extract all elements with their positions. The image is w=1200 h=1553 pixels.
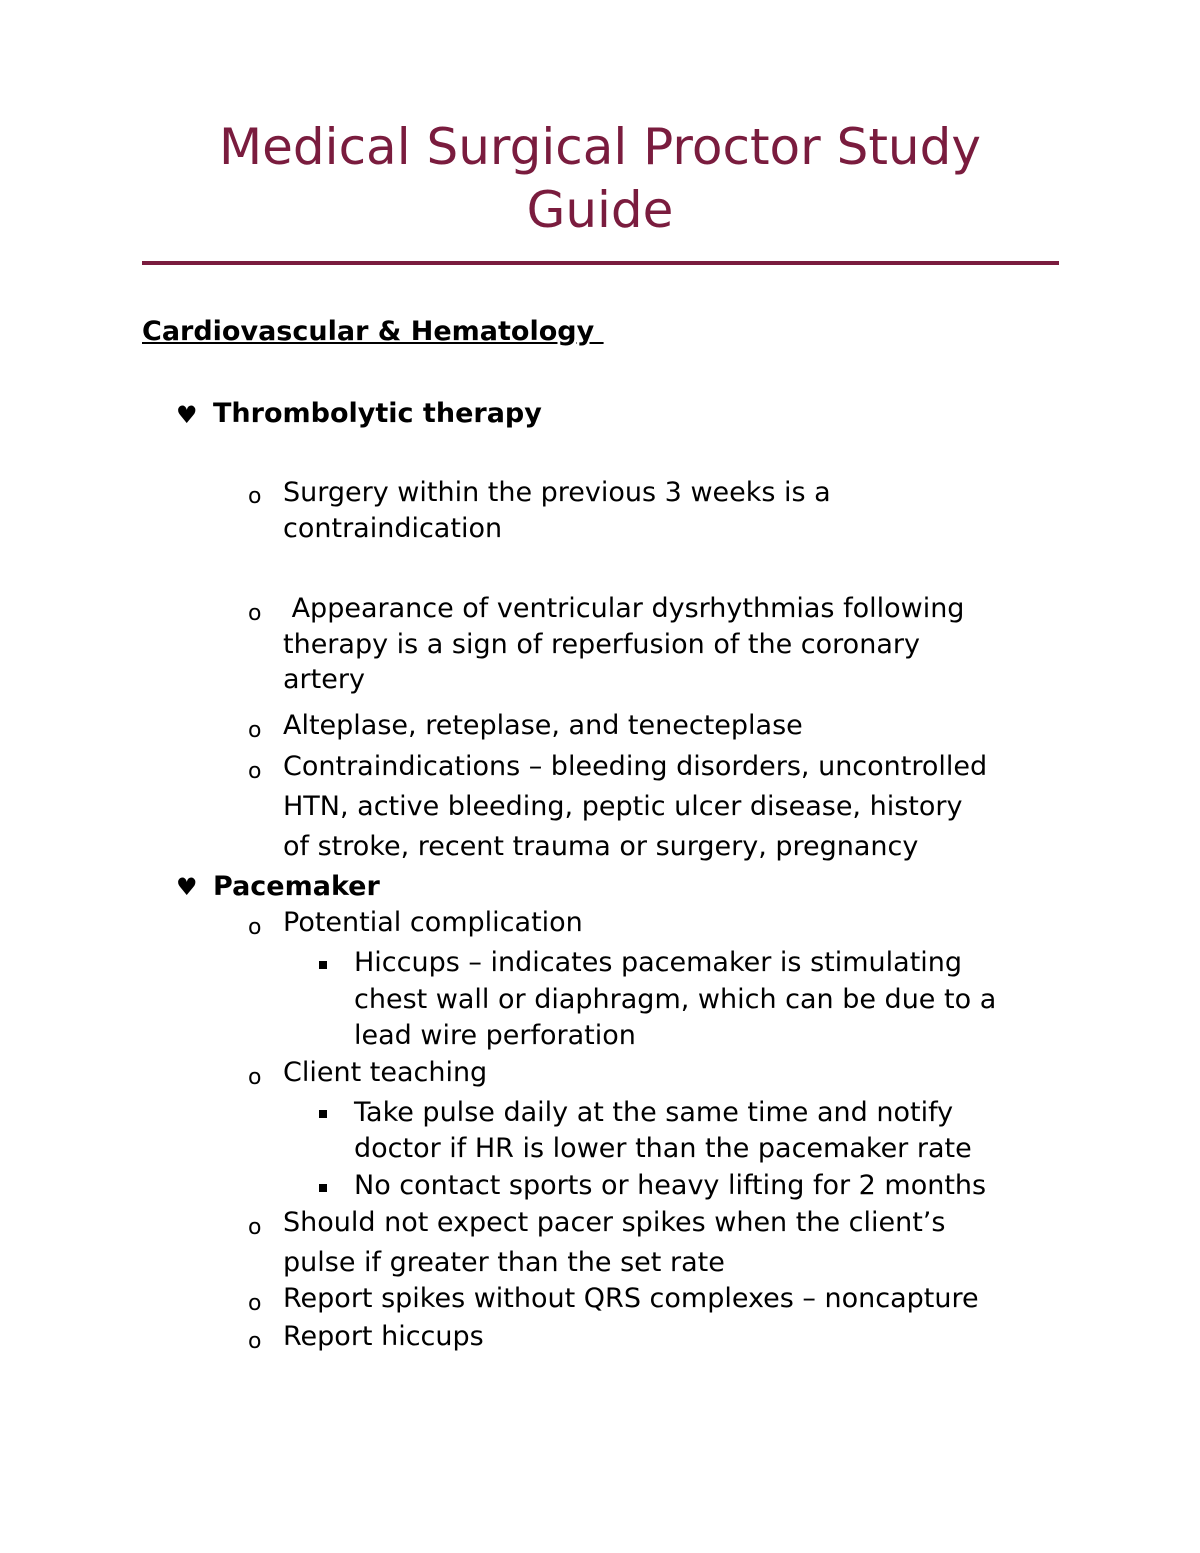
list-item-line: Potential complication — [283, 907, 583, 938]
square-bullet-icon — [319, 961, 327, 969]
list-item-line: pulse if greater than the set rate — [283, 1247, 725, 1278]
list-item-line: Contraindications – bleeding disorders, uncontrolled — [283, 751, 988, 782]
list-item-line: Report spikes without QRS complexes – noncapture — [283, 1283, 979, 1314]
circle-bullet-icon: o — [248, 759, 262, 784]
list-item-line: HTN, active bleeding, peptic ulcer disease, history — [283, 791, 963, 822]
square-bullet-icon — [319, 1184, 327, 1192]
sub-item-line: Hiccups – indicates pacemaker is stimulating — [354, 947, 963, 978]
list-item-line: contraindication — [283, 513, 503, 544]
circle-bullet-icon: o — [248, 1215, 262, 1240]
sub-item-line: Take pulse daily at the same time and notify — [354, 1097, 954, 1128]
circle-bullet-icon: o — [248, 1291, 262, 1316]
circle-bullet-icon: o — [248, 484, 262, 509]
list-item-line: artery — [283, 664, 365, 695]
sub-item-line: No contact sports or heavy lifting for 2 months — [354, 1170, 987, 1201]
sub-item-line: doctor if HR is lower than the pacemaker rate — [354, 1133, 972, 1164]
list-item-line: Alteplase, reteplase, and tenecteplase — [283, 710, 803, 741]
square-bullet-icon — [319, 1110, 327, 1118]
heart-bullet-icon: ♥ — [176, 873, 198, 901]
heart-bullet-icon: ♥ — [176, 401, 198, 429]
sub-item-line: chest wall or diaphragm, which can be due to a — [354, 984, 997, 1015]
list-item-line: Appearance of ventricular dysrhythmias following — [283, 593, 965, 624]
list-item-line: therapy is a sign of reperfusion of the coronary — [283, 629, 920, 660]
circle-bullet-icon: o — [248, 915, 262, 940]
topic-heading: Thrombolytic therapy — [213, 398, 542, 429]
list-item-line: Client teaching — [283, 1057, 488, 1088]
sub-item-line: lead wire perforation — [354, 1020, 636, 1051]
circle-bullet-icon: o — [248, 1065, 262, 1090]
circle-bullet-icon: o — [248, 718, 262, 743]
list-item-line: Surgery within the previous 3 weeks is a — [283, 477, 831, 508]
list-item-line: Should not expect pacer spikes when the client’s — [283, 1207, 946, 1238]
circle-bullet-icon: o — [248, 601, 262, 626]
circle-bullet-icon: o — [248, 1329, 262, 1354]
topic-heading: Pacemaker — [213, 871, 380, 902]
document-title-line-1: Medical Surgical Proctor Study — [219, 118, 981, 176]
list-item-line: of stroke, recent trauma or surgery, pregnancy — [283, 831, 919, 862]
document-title-line-2: Guide — [526, 181, 674, 239]
title-divider — [142, 261, 1059, 265]
section-heading: Cardiovascular & Hematology — [142, 316, 604, 347]
list-item-line: Report hiccups — [283, 1321, 484, 1352]
